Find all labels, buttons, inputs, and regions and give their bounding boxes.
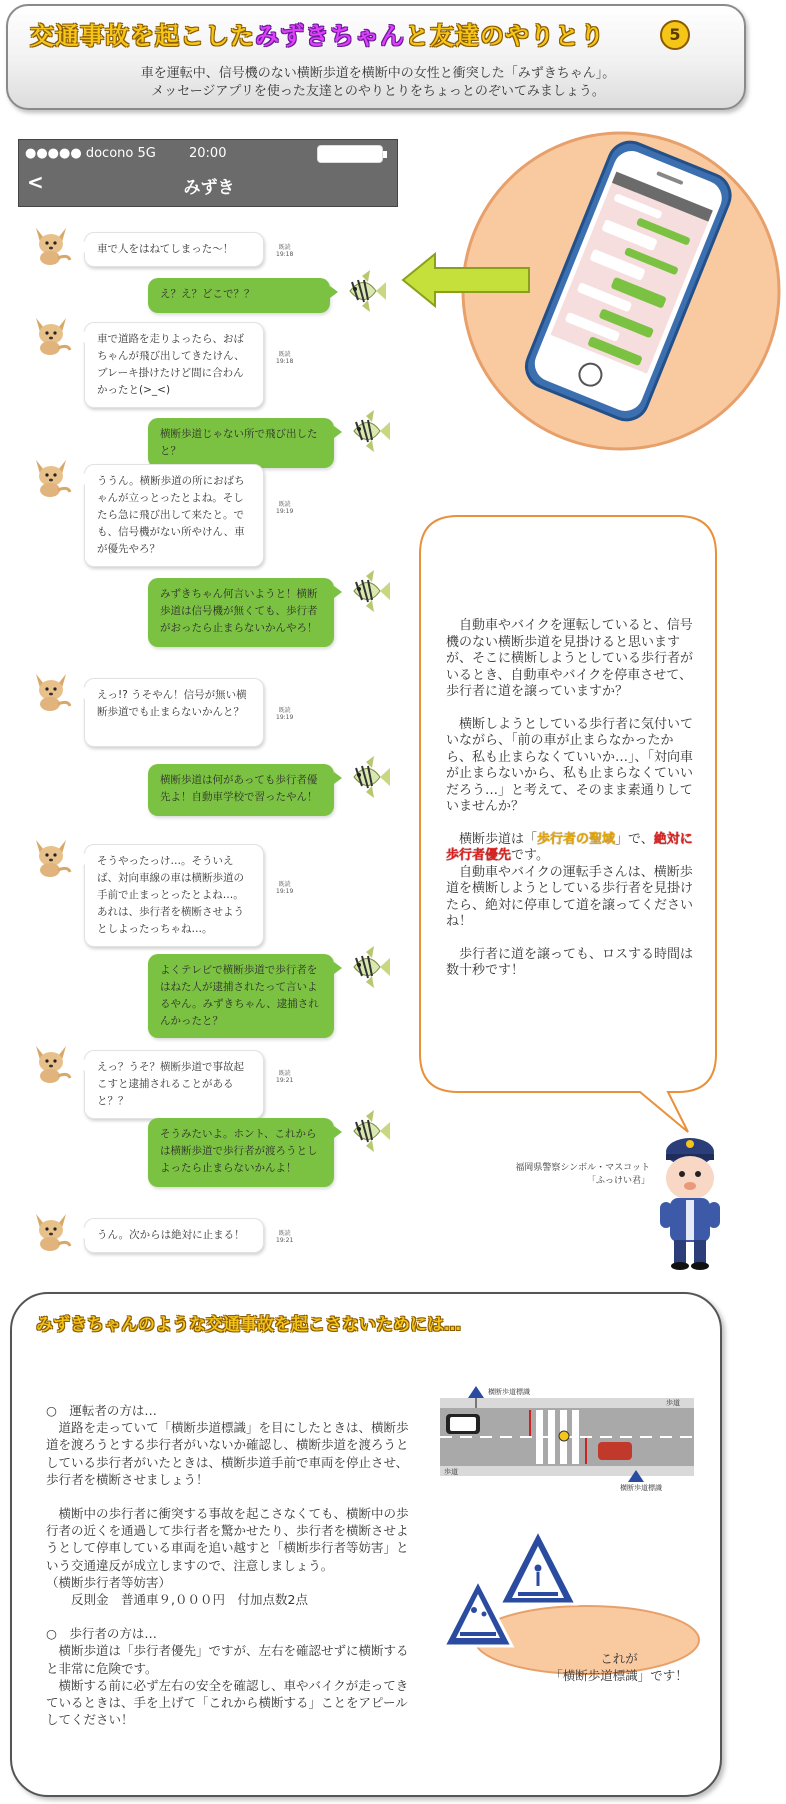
subtitle-line-2: メッセージアプリを使った友達とのやりとりをちょっとのぞいてみましょう。 <box>151 84 605 99</box>
info-balloon-text: 自動車やバイクを運転していると、信号機のない横断歩道を見掛けると思いますが、そこに横断しようとしている歩行者がいるとき、自動車やバイクを停車させて、歩行者に道を譲っていますか？ 横断しようとしている歩行者に気付いていながら、「前の車が止まらなかったから、私も止まらなくていいか…」、「対向車が止まらないから、私も止まらなくていいだろう…」と考えて、そのまま素通りしていませんか？ 横断歩道は「歩行者の聖域」で、絶対に歩行者優先です。 自動車やバイクの運転手さんは、横断歩道を横断しようとしている歩行者を見掛けたら、絶対に停車して道を譲ってくださいね！ 歩行者に道を譲っても、ロスする時間は数十秒です！ <box>446 618 694 978</box>
incoming-message: そうやったっけ…。そういえば、対向車線の車は横断歩道の手前で止まっとったとよね…。あれは、歩行者を横断させようとしよったっちゃね…。 <box>84 844 264 947</box>
crosswalk-road-diagram <box>440 1384 694 1492</box>
incoming-message: 車で道路を走りよったら、おばちゃんが飛び出してきたけん、ブレーキ掛けたけど間に合わんかったと(>_<) <box>84 322 264 408</box>
clock-label: 20:00 <box>189 146 227 161</box>
subtitle-line-1: 車を運転中、信号機のない横断歩道を横断中の女性と衝突した「みずきちゃん」。 <box>140 66 616 81</box>
mizuki-fish-avatar <box>342 270 388 312</box>
police-mascot-image <box>650 1130 730 1270</box>
back-icon[interactable]: < <box>27 170 44 194</box>
outgoing-message: 横断歩道じゃない所で飛び出したと？ <box>148 418 334 468</box>
read-receipt: 既読 19:19 <box>276 501 294 515</box>
outgoing-message: みずきちゃん何言いようと！横断歩道は信号機が無くても、歩行者がおったら止まらないかんやろ！ <box>148 578 334 647</box>
friend-dog-avatar <box>28 314 74 356</box>
read-receipt: 既読 19:19 <box>276 881 294 895</box>
emphasis-pedestrian-priority: 絶対に歩行者優先 <box>446 831 693 863</box>
prevention-text: ○ 運転者の方は… 道路を走っていて「横断歩道標識」を目にしたときは、横断歩道を渡ろうとする歩行者がいないか確認し、横断歩道を渡ろうとしている歩行者がいたときは、横断歩道手前で車両を停止させ、歩行者を横断させましょう！ 横断中の歩行者に衝突する事故を起こさなくても、横断中の歩行者の近くを通過して歩行者を驚かせたり、歩行者を横断させようとして停車している車両を追い越すと「横断歩行者等妨害」という交通違反が成立しますので、注意しましょう。 （横断歩行者等妨害） 反則金 普通車９,０００円 付加点数2点 ○ 歩行者の方は… 横断歩道は「歩行者優先」ですが、左右を確認せずに横断すると非常に危険です。 横断する前に必ず左右の安全を確認し、車やバイクが走ってきているときは、手を上げて「これから横断する」ことをアピールしてください！ <box>46 1402 416 1728</box>
battery-icon <box>317 145 383 163</box>
mizuki-fish-avatar <box>346 756 392 798</box>
friend-dog-avatar <box>28 1042 74 1084</box>
read-receipt: 既読 19:21 <box>276 1229 294 1244</box>
violation-name: （横断歩行者等妨害） <box>46 1574 172 1590</box>
pedestrian-heading: ○ 歩行者の方は… <box>46 1626 157 1642</box>
incoming-message: えっ!? うそやん！信号が無い横断歩道でも止まらないかんと？ <box>84 678 264 747</box>
road-label-sidewalk-left: 歩道 <box>444 1468 458 1476</box>
header-panel <box>6 4 746 110</box>
friend-dog-avatar <box>28 670 74 712</box>
friend-dog-avatar <box>28 1210 74 1252</box>
incoming-message: 車で人をはねてしまった〜！ <box>84 232 264 267</box>
friend-dog-avatar <box>28 224 74 266</box>
outgoing-message: え？え？どこで？？ <box>148 278 330 313</box>
mizuki-fish-avatar <box>346 570 392 612</box>
road-label-sidewalk-right: 歩道 <box>666 1399 680 1407</box>
read-receipt: 既読 19:21 <box>276 1070 294 1084</box>
read-receipt: 既読 19:19 <box>276 706 294 721</box>
friend-dog-avatar <box>28 836 74 878</box>
read-receipt: 既読 19:18 <box>276 243 294 258</box>
read-receipt: 既読 19:18 <box>276 350 294 365</box>
mizuki-fish-avatar <box>346 1110 392 1152</box>
incoming-message: えっ？うそ？横断歩道で事故起こすと逮捕されることがあると？？ <box>84 1050 264 1119</box>
outgoing-message: そうみたいよ。ホント、これからは横断歩道で歩行者が渡ろうとしよったら止まらないかんよ！ <box>148 1118 334 1187</box>
road-label-sign-bottom: 横断歩道標識 <box>620 1484 662 1492</box>
chat-contact-name: みずき <box>183 178 235 198</box>
road-label-sign-top: 横断歩道標識 <box>488 1388 530 1396</box>
prevention-title: みずきちゃんのような交通事故を起こさないためには… <box>36 1315 461 1335</box>
incoming-message: うん。次からは絶対に止まる！ <box>84 1218 264 1253</box>
mascot-caption: 福岡県警察シンボル・マスコット 「ふっけい君」 <box>515 1163 650 1186</box>
pointer-arrow-icon <box>401 252 531 308</box>
episode-number-badge: 5 <box>660 20 690 50</box>
mizuki-fish-avatar <box>346 946 392 988</box>
outgoing-message: よくテレビで横断歩道で歩行者をはねた人が逮捕されたって言いよるやん。みずきちゃん、逮捕されんかったと？ <box>148 954 334 1038</box>
emphasis-sanctuary: 歩行者の聖域 <box>537 831 616 847</box>
page-title: 交通事故を起こしたみずきちゃんと友達のやりとり <box>30 22 605 50</box>
sign-caption: これが 「横断歩道標識」です！ <box>550 1651 688 1683</box>
outgoing-message: 横断歩道は何があっても歩行者優先よ！自動車学校で習ったやん！ <box>148 764 334 816</box>
friend-dog-avatar <box>28 456 74 498</box>
driver-heading: ○ 運転者の方は… <box>46 1403 157 1418</box>
phone-status-bar <box>18 139 398 207</box>
incoming-message: ううん。横断歩道の所におばちゃんが立っとったとよね。そしたら急に飛び出して来たと。でも、信号機がない所やけん、車が優先やろ？ <box>84 464 264 567</box>
mizuki-fish-avatar <box>346 410 392 452</box>
carrier-label: ●●●●● docono 5G <box>25 146 156 161</box>
violation-penalty: 反則金 普通車９,０００円 付加点数2点 <box>71 1592 308 1608</box>
